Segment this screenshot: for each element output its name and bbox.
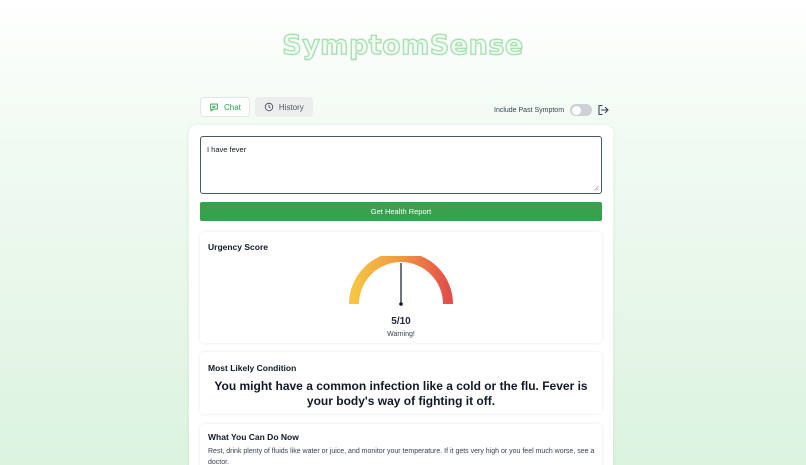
include-past-symptom-label: Include Past Symptom <box>494 106 565 114</box>
include-past-symptom <box>494 104 592 116</box>
get-health-report-button[interactable]: Get Health Report <box>200 202 602 221</box>
view-tabs <box>200 97 313 117</box>
main-card <box>189 125 613 465</box>
gauge-needle-pivot <box>399 302 403 306</box>
likely-condition-title: Most Likely Condition <box>208 363 297 373</box>
urgency-gauge <box>349 256 453 312</box>
include-past-symptom-toggle[interactable] <box>570 104 592 116</box>
chat-icon <box>209 102 219 112</box>
likely-condition-card <box>200 352 602 414</box>
logout-icon[interactable] <box>597 104 609 116</box>
app-logo: SymptomSense <box>282 30 524 61</box>
tab-chat-label: Chat <box>224 102 241 112</box>
what-you-can-do-card <box>200 424 602 465</box>
what-you-can-do-text: Rest, drink plenty of fluids like water or juice, and monitor your temperature. If it gets very high or you feel much worse, see a doctor. <box>208 448 595 465</box>
tab-history-label: History <box>278 102 304 112</box>
resize-grip-icon[interactable] <box>593 185 599 191</box>
toggle-knob <box>572 106 581 115</box>
urgency-status: Warning! <box>387 331 415 338</box>
urgency-score-card <box>200 232 602 343</box>
urgency-score-value: 5/10 <box>391 316 411 327</box>
likely-condition-text: You might have a common infection like a cold or the flu. Fever is your body's way of fighting it off. <box>214 379 588 408</box>
what-you-can-do-title: What You Can Do Now <box>208 432 299 442</box>
symptom-input-value: I have fever <box>207 145 247 154</box>
tab-chat[interactable] <box>200 97 250 117</box>
clock-icon <box>264 102 274 112</box>
tab-history[interactable] <box>255 97 313 117</box>
symptom-input[interactable] <box>200 136 602 194</box>
urgency-score-title: Urgency Score <box>208 242 268 252</box>
